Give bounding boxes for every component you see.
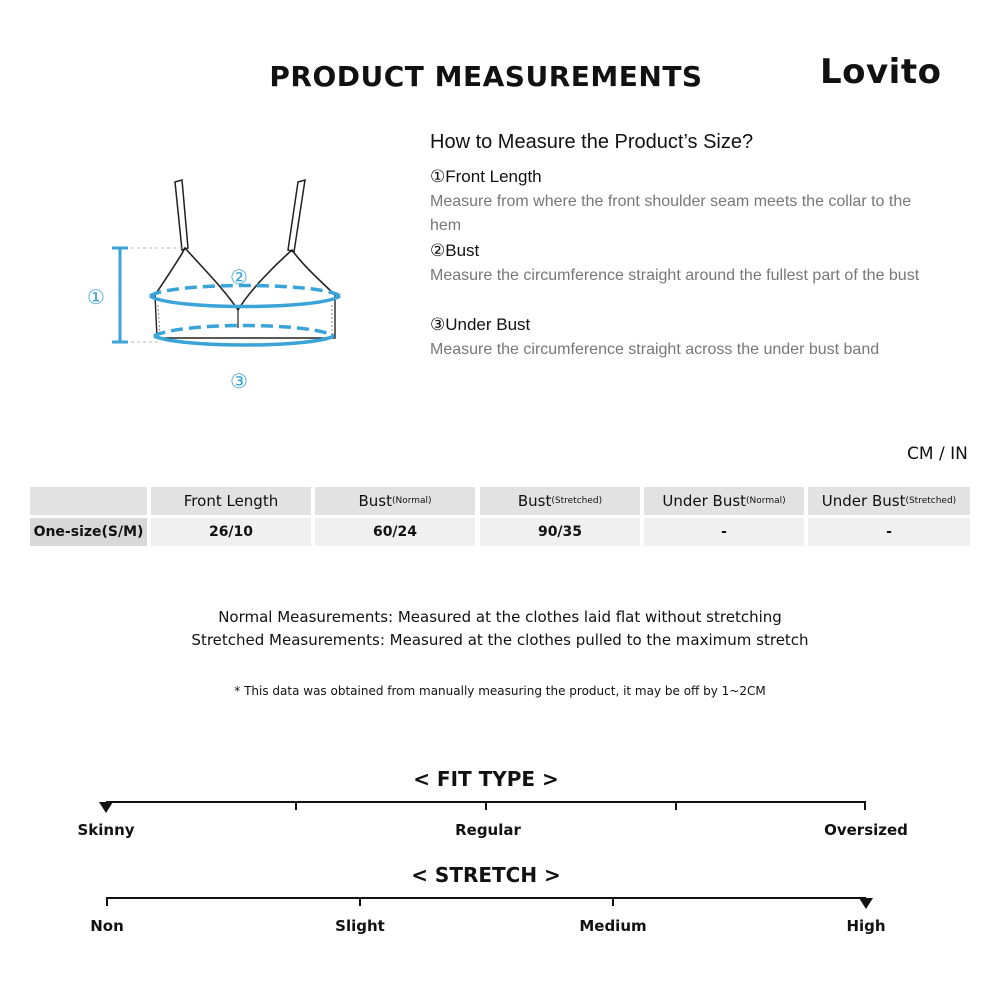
note-stretched: Stretched Measurements: Measured at the clothes pulled to the maximum stretch — [191, 631, 809, 649]
step-front-length-desc: Measure from where the front shoulder seam meets the collar to the hem — [430, 193, 912, 234]
table-cell-front-length: 26/10 — [151, 518, 311, 546]
header-sub: (Stretched) — [551, 496, 603, 506]
fit-type-tick — [485, 801, 487, 810]
stretch-scale — [106, 897, 866, 899]
stretch-tick — [612, 897, 614, 906]
header-sub: (Stretched) — [905, 496, 957, 506]
table-header-front-length — [151, 487, 311, 515]
step-bust-title: ②Bust — [430, 241, 480, 260]
stretch-title: < STRETCH > — [411, 863, 561, 887]
table-header-bust-stretched — [480, 487, 640, 515]
fit-type-title: < FIT TYPE > — [413, 767, 559, 791]
fit-type-tick — [675, 801, 677, 810]
disclaimer: * This data was obtained from manually measuring the product, it may be off by 1~2CM — [234, 684, 766, 698]
stretch-tick — [106, 897, 108, 906]
units-label: CM / IN — [907, 444, 968, 464]
table-header-blank — [30, 487, 147, 515]
table-cell-bust-normal: 60/24 — [315, 518, 475, 546]
step-bust-desc: Measure the circumference straight around the fullest part of the bust — [430, 267, 920, 284]
table-cell-under-bust-stretched: - — [808, 518, 970, 546]
table-header-under-bust-stretched — [808, 487, 970, 515]
step-under-bust-title: ③Under Bust — [430, 315, 531, 334]
stretch-label-medium: Medium — [579, 917, 647, 935]
step-front-length-title: ①Front Length — [430, 167, 542, 186]
marker-bust: ② — [230, 265, 248, 289]
step-under-bust-desc: Measure the circumference straight across the under bust band — [430, 341, 880, 358]
stretch-tick — [359, 897, 361, 906]
bra-diagram — [70, 170, 370, 400]
fit-type-tick — [864, 801, 866, 810]
fit-label-regular: Regular — [455, 821, 521, 839]
table-row-label: One-size(S/M) — [30, 518, 147, 546]
fit-label-skinny: Skinny — [77, 821, 135, 839]
table-cell-under-bust-normal: - — [644, 518, 804, 546]
marker-front-length: ① — [87, 285, 105, 309]
how-to-title: How to Measure the Product’s Size? — [430, 131, 754, 153]
table-header-bust-normal — [315, 487, 475, 515]
header-main: Bust — [358, 492, 392, 510]
fit-type-tick — [295, 801, 297, 810]
stretch-marker — [859, 898, 873, 909]
header-sub: (Normal) — [746, 496, 786, 506]
size-table — [30, 487, 970, 547]
stretch-label-non: Non — [90, 917, 124, 935]
stretch-label-high: High — [846, 917, 886, 935]
fit-type-marker — [99, 802, 113, 813]
header-main: Front Length — [183, 492, 279, 510]
stretch-label-slight: Slight — [335, 917, 385, 935]
header-main: Under Bust — [821, 492, 906, 510]
table-cell-bust-stretched: 90/35 — [480, 518, 640, 546]
header-main: Bust — [517, 492, 552, 510]
header-main: Under Bust — [662, 492, 747, 510]
note-normal: Normal Measurements: Measured at the clothes laid flat without stretching — [218, 608, 782, 626]
marker-under-bust: ③ — [230, 369, 248, 393]
table-header-under-bust-normal — [644, 487, 804, 515]
brand-logo: Lovito — [820, 52, 942, 92]
header-sub: (Normal) — [391, 496, 432, 506]
page-title: PRODUCT MEASUREMENTS — [269, 60, 703, 93]
fit-label-oversized: Oversized — [824, 821, 908, 839]
